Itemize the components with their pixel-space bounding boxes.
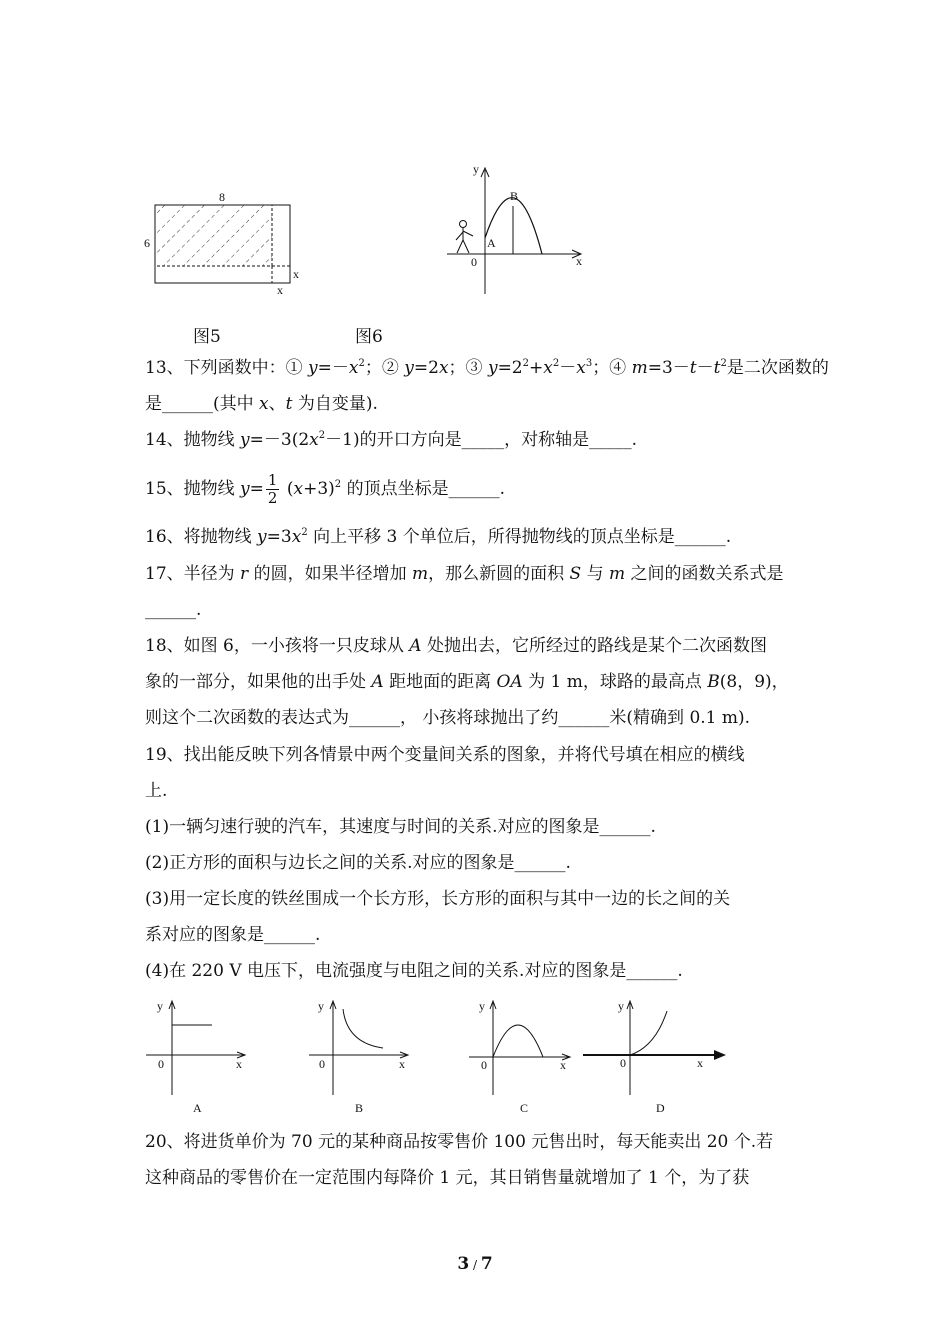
fig5-left-label: 6 [144, 236, 150, 250]
page-current: 3 [457, 1254, 470, 1274]
question-19-sub-3-line-1: (3)用一定长度的铁丝围成一个长方形，长方形的面积与其中一边的长之间的关 [145, 889, 731, 909]
graph-d [580, 995, 730, 1120]
question-19-line-2: 上. [145, 781, 168, 801]
fig5-right-label: x [293, 267, 299, 281]
graph-b-label: B [355, 1101, 364, 1115]
graph-d-y-label: y [618, 999, 624, 1013]
fig6-a-label: A [487, 236, 496, 250]
question-13-line-2: 是______(其中 x、t 为自变量). [145, 394, 378, 414]
figure-6-drawing [445, 160, 590, 300]
page-total: 7 [480, 1254, 493, 1274]
graph-b [305, 995, 415, 1120]
question-19-sub-3-line-2: 系对应的图象是______. [145, 925, 321, 945]
figure-5-caption: 图5 [193, 327, 221, 347]
graph-c-x-label: x [560, 1058, 566, 1072]
question-19-line-1: 19、找出能反映下列各情景中两个变量间关系的图象，并将代号填在相应的横线 [145, 745, 745, 765]
fig6-x-label: x [576, 254, 582, 268]
question-19-sub-1: (1)一辆匀速行驶的汽车，其速度与时间的关系.对应的图象是______. [145, 817, 656, 837]
question-20-line-2: 这种商品的零售价在一定范围内每降价 1 元，其日销售量就增加了 1 个，为了获 [145, 1168, 750, 1188]
figure-6-caption: 图6 [355, 327, 383, 347]
graph-b-y-label: y [318, 999, 324, 1013]
graph-b-origin: 0 [319, 1057, 325, 1071]
figure-5 [140, 190, 310, 300]
graph-c-label: C [520, 1101, 529, 1115]
figure-6 [445, 160, 590, 300]
graph-c-origin: 0 [481, 1058, 487, 1072]
graph-a-y-label: y [157, 999, 163, 1013]
fig5-top-label: 8 [219, 190, 225, 204]
fig5-bottom-label: x [277, 283, 283, 297]
question-17-line-1: 17、半径为 r 的圆，如果半径增加 m，那么新圆的面积 S 与 m 之间的函数关系式是 [145, 564, 784, 584]
question-18-line-1: 18、如图 6，一小孩将一只皮球从 A 处抛出去，它所经过的路线是某个二次函数图 [145, 636, 767, 656]
question-15: 15、抛物线 y= $\frac{1}{2}$ $(x+3)^2$ 的顶点坐标是______. [145, 471, 505, 507]
question-19-sub-4: (4)在 220 V 电压下，电流强度与电阻之间的关系.对应的图象是______. [145, 961, 683, 981]
question-17-line-2: ______. [145, 600, 202, 620]
question-14: 14、抛物线 $y=-3(2x^2-1)$的开口方向是_____，对称轴是_____. [145, 430, 637, 450]
fig6-y-label: y [473, 162, 479, 176]
graph-a-origin: 0 [158, 1057, 164, 1071]
question-19-sub-2: (2)正方形的面积与边长之间的关系.对应的图象是______. [145, 853, 571, 873]
page-number [0, 1254, 950, 1274]
graph-c [465, 995, 575, 1120]
fig6-b-label: B [510, 189, 519, 203]
graph-d-x-label: x [697, 1056, 703, 1070]
question-16: 16、将抛物线 $y=3x^2$ 向上平移 3 个单位后，所得抛物线的顶点坐标是______. [145, 527, 732, 547]
figure-5-drawing [140, 190, 310, 300]
question-18-line-2: 象的一部分，如果他的出手处 A 距地面的距离 OA 为 1 m，球路的最高点 B(8，9)， [145, 672, 789, 692]
fraction-one-half: $\frac{1}{2}$ [267, 471, 278, 507]
graph-a-x-label: x [236, 1057, 242, 1071]
graph-a [140, 995, 250, 1120]
question-20-line-1: 20、将进货单价为 70 元的某种商品按零售价 100 元售出时，每天能卖出 20 个.若 [145, 1132, 774, 1152]
graph-d-origin: 0 [620, 1056, 626, 1070]
page-separator: / [469, 1258, 481, 1272]
graph-d-label: D [656, 1101, 665, 1115]
question-13-line-1: 13、下列函数中：① $y=-x^2$；② y=2x；③ $y=2^2+x^2-x^3$；④ $m=3-t-t^2$是二次函数的 [145, 358, 829, 378]
graph-c-y-label: y [479, 999, 485, 1013]
graph-b-x-label: x [399, 1057, 405, 1071]
fig6-origin-label: 0 [471, 255, 477, 269]
graph-a-label: A [193, 1101, 202, 1115]
question-18-line-3: 则这个二次函数的表达式为______， 小孩将球抛出了约______米(精确到 0.1 m). [145, 708, 751, 728]
graph-d-drawing [580, 995, 730, 1120]
